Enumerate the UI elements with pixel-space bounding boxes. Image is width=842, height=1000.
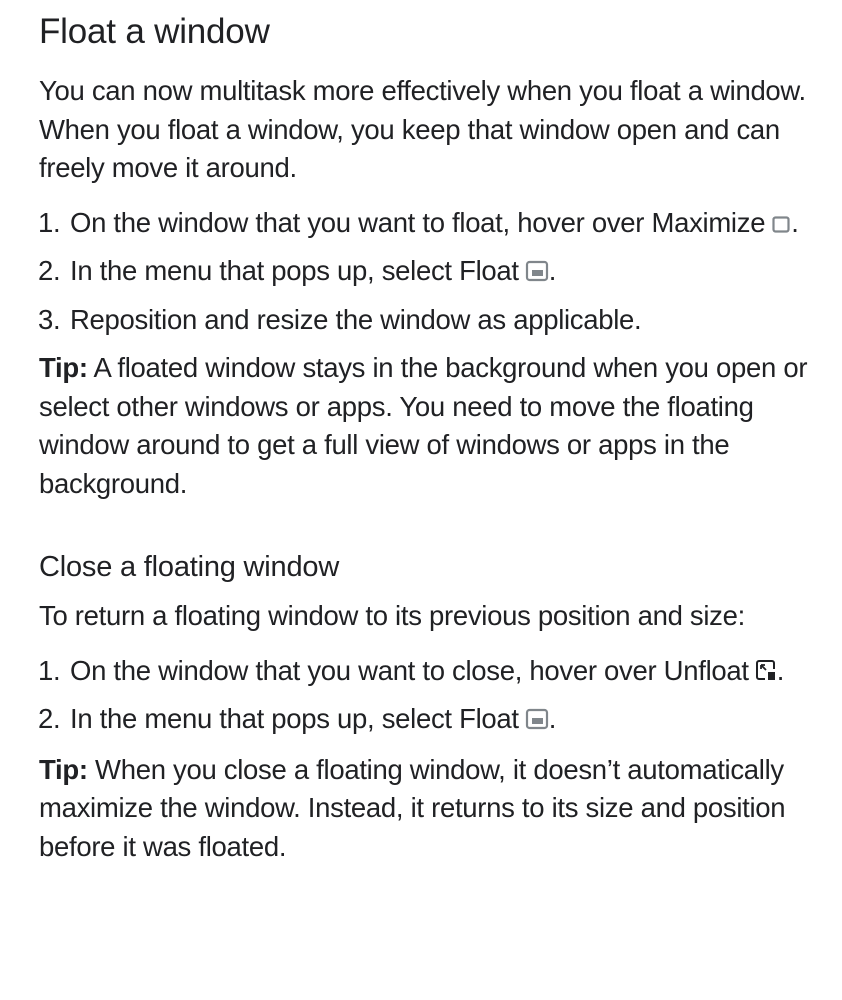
tip-label: Tip: — [39, 352, 88, 383]
tip-close — [39, 751, 819, 867]
maximize-icon — [771, 206, 791, 245]
step-number: 2. — [38, 703, 61, 734]
step-number: 1. — [38, 206, 61, 238]
tip-label: Tip: — [39, 753, 88, 785]
list-item: 2. In the menu that pops up, select Float . — [39, 700, 819, 741]
unfloat-icon — [755, 654, 777, 693]
list-item — [39, 301, 819, 340]
tip-text: When you close a floating window, it doesn’t automatically maximize the window. Instead, it returns to its size and position before it was floated. — [39, 753, 786, 862]
list-item: 2. In the menu that pops up, select Float . — [39, 252, 819, 293]
float-icon — [525, 702, 549, 741]
section-title-float: Float a window — [39, 12, 270, 51]
section-intro-float: You can now multitask more effectively when you float a window. When you float a window, you keep that window open and can freely move it around. — [39, 75, 806, 183]
steps-list-close — [39, 652, 819, 741]
step-number: 1. — [38, 654, 61, 686]
step-number: 3. — [38, 303, 61, 335]
list-item: 1. On the window that you want to close, hover over Unfloat . — [39, 652, 819, 693]
tip-text: A floated window stays in the background when you open or select other windows or apps. You need to move the floating window around to get a full view of windows or apps in the background. — [39, 352, 808, 499]
step-text: On the window that you want to float, hover over Maximize — [70, 206, 766, 238]
step-text: On the window that you want to close, hover over Unfloat — [70, 654, 749, 686]
steps-list-float — [39, 204, 819, 340]
float-icon — [525, 254, 549, 293]
step-text: In the menu that pops up, select Float — [70, 703, 519, 734]
tip-float — [39, 349, 819, 503]
step-text: Reposition and resize the window as applicable. — [70, 303, 642, 335]
list-item: 1. On the window that you want to float, hover over Maximize . — [39, 204, 819, 245]
step-number: 2. — [38, 255, 61, 286]
step-text: In the menu that pops up, select Float — [70, 255, 519, 286]
section-intro-close: To return a floating window to its previous position and size: — [39, 600, 745, 631]
section-title-close: Close a floating window — [39, 551, 340, 583]
